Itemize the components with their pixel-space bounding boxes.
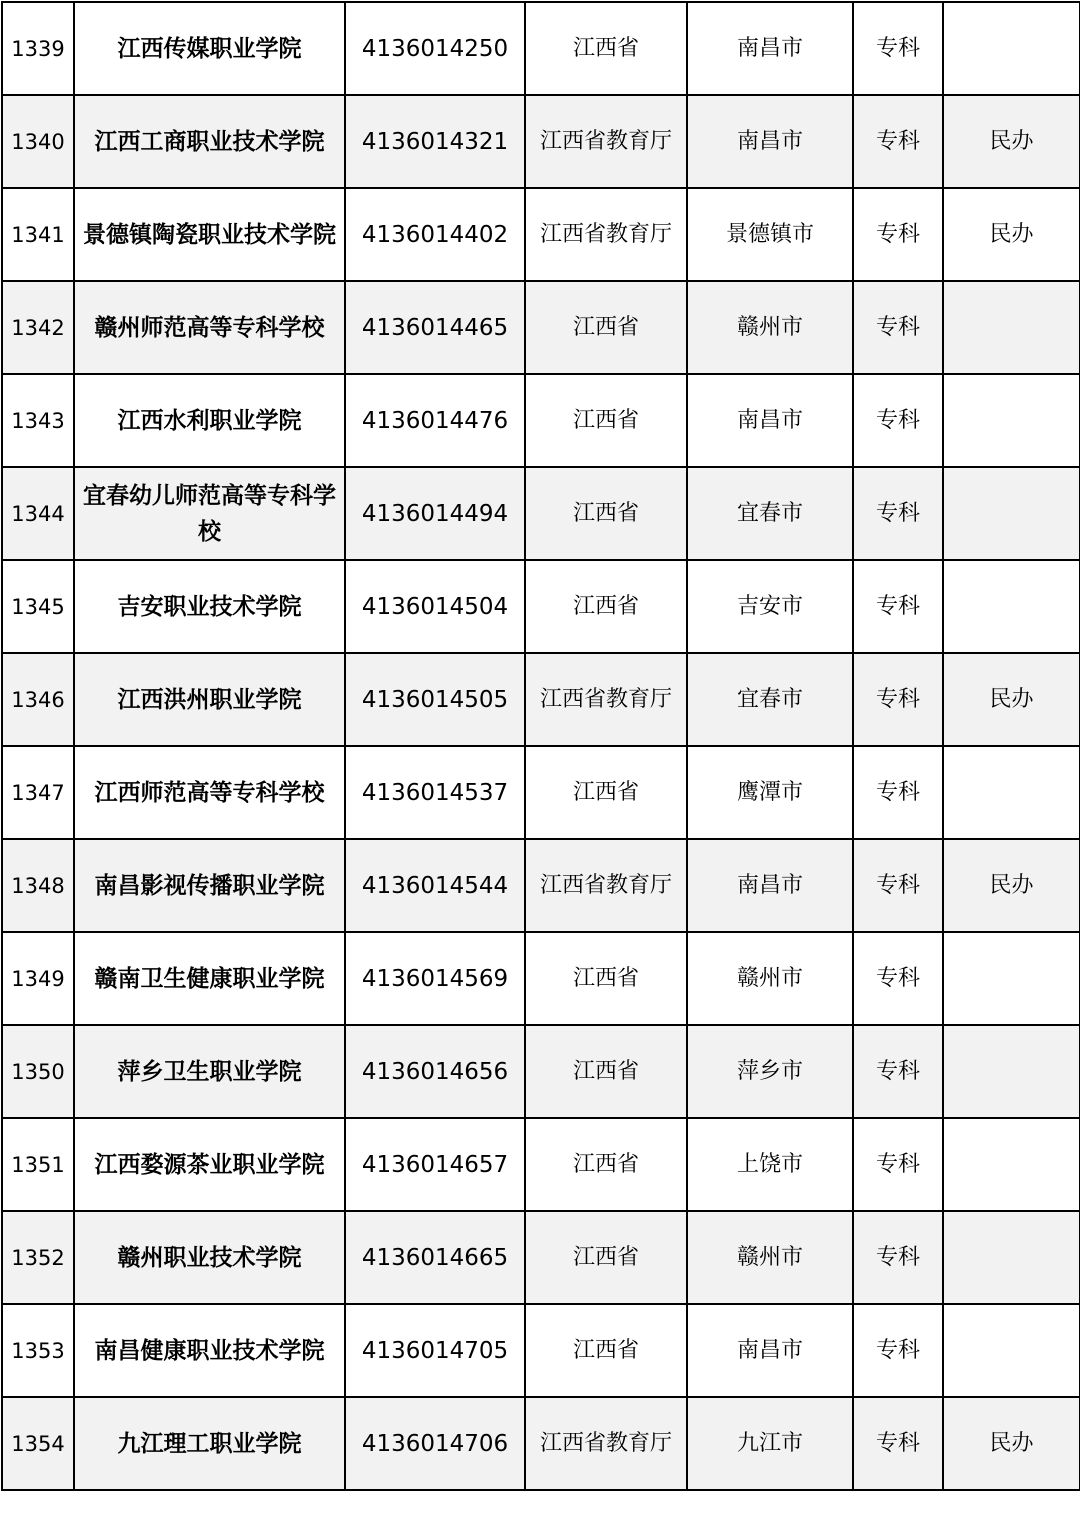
- education-level: 专科: [853, 188, 943, 281]
- city: 南昌市: [687, 95, 853, 188]
- table-row: [2, 374, 1080, 467]
- table-row: [2, 95, 1080, 188]
- ownership-note: [943, 1118, 1080, 1211]
- row-number: 1351: [2, 1118, 74, 1211]
- table-row: [2, 1397, 1080, 1490]
- ownership-note: 民办: [943, 653, 1080, 746]
- institution-code: 4136014569: [345, 932, 525, 1025]
- supervising-department: 江西省教育厅: [525, 839, 687, 932]
- table-row: [2, 188, 1080, 281]
- supervising-department: 江西省: [525, 281, 687, 374]
- ownership-note: [943, 467, 1080, 560]
- education-level: 专科: [853, 932, 943, 1025]
- institution-code: 4136014505: [345, 653, 525, 746]
- education-level: 专科: [853, 746, 943, 839]
- supervising-department: 江西省: [525, 1211, 687, 1304]
- city: 宜春市: [687, 467, 853, 560]
- institution-code: 4136014537: [345, 746, 525, 839]
- table-row: [2, 560, 1080, 653]
- city: 赣州市: [687, 281, 853, 374]
- institution-name: 赣南卫生健康职业学院: [74, 932, 345, 1025]
- row-number: 1348: [2, 839, 74, 932]
- institution-name: 吉安职业技术学院: [74, 560, 345, 653]
- city: 南昌市: [687, 374, 853, 467]
- row-number: 1350: [2, 1025, 74, 1118]
- ownership-note: 民办: [943, 188, 1080, 281]
- city: 宜春市: [687, 653, 853, 746]
- city: 吉安市: [687, 560, 853, 653]
- ownership-note: 民办: [943, 1397, 1080, 1490]
- table-row: [2, 281, 1080, 374]
- supervising-department: 江西省: [525, 932, 687, 1025]
- row-number: 1342: [2, 281, 74, 374]
- institution-code: 4136014476: [345, 374, 525, 467]
- institution-code: 4136014706: [345, 1397, 525, 1490]
- ownership-note: [943, 560, 1080, 653]
- institution-code: 4136014504: [345, 560, 525, 653]
- table-row: [2, 839, 1080, 932]
- institution-name: 江西传媒职业学院: [74, 2, 345, 95]
- institution-name: 江西师范高等专科学校: [74, 746, 345, 839]
- row-number: 1349: [2, 932, 74, 1025]
- row-number: 1344: [2, 467, 74, 560]
- institution-name: 江西工商职业技术学院: [74, 95, 345, 188]
- education-level: 专科: [853, 467, 943, 560]
- table-row: [2, 1211, 1080, 1304]
- ownership-note: [943, 2, 1080, 95]
- institution-code: 4136014705: [345, 1304, 525, 1397]
- city: 南昌市: [687, 2, 853, 95]
- institution-code: 4136014656: [345, 1025, 525, 1118]
- education-level: 专科: [853, 374, 943, 467]
- city: 景德镇市: [687, 188, 853, 281]
- row-number: 1345: [2, 560, 74, 653]
- supervising-department: 江西省: [525, 374, 687, 467]
- institution-name: 江西婺源茶业职业学院: [74, 1118, 345, 1211]
- education-level: 专科: [853, 2, 943, 95]
- table-row: [2, 1118, 1080, 1211]
- institution-name: 江西水利职业学院: [74, 374, 345, 467]
- institution-code: 4136014494: [345, 467, 525, 560]
- row-number: 1347: [2, 746, 74, 839]
- education-level: 专科: [853, 1118, 943, 1211]
- institution-code: 4136014321: [345, 95, 525, 188]
- supervising-department: 江西省: [525, 560, 687, 653]
- institution-name: 江西洪州职业学院: [74, 653, 345, 746]
- institution-name: 萍乡卫生职业学院: [74, 1025, 345, 1118]
- institution-code: 4136014465: [345, 281, 525, 374]
- institutions-table: [1, 1, 1080, 1491]
- supervising-department: 江西省: [525, 746, 687, 839]
- institution-code: 4136014657: [345, 1118, 525, 1211]
- supervising-department: 江西省教育厅: [525, 1397, 687, 1490]
- education-level: 专科: [853, 839, 943, 932]
- ownership-note: [943, 374, 1080, 467]
- table-row: [2, 467, 1080, 560]
- city: 赣州市: [687, 1211, 853, 1304]
- education-level: 专科: [853, 1211, 943, 1304]
- table-row: [2, 1025, 1080, 1118]
- institution-name: 南昌影视传播职业学院: [74, 839, 345, 932]
- row-number: 1341: [2, 188, 74, 281]
- institution-code: 4136014665: [345, 1211, 525, 1304]
- ownership-note: [943, 746, 1080, 839]
- supervising-department: 江西省教育厅: [525, 188, 687, 281]
- supervising-department: 江西省: [525, 2, 687, 95]
- table-row: [2, 746, 1080, 839]
- institution-name: 赣州师范高等专科学校: [74, 281, 345, 374]
- table-row: [2, 932, 1080, 1025]
- ownership-note: [943, 281, 1080, 374]
- institution-code: 4136014544: [345, 839, 525, 932]
- supervising-department: 江西省: [525, 1118, 687, 1211]
- institution-name: 宜春幼儿师范高等专科学校: [74, 467, 345, 560]
- city: 萍乡市: [687, 1025, 853, 1118]
- education-level: 专科: [853, 1397, 943, 1490]
- education-level: 专科: [853, 281, 943, 374]
- city: 南昌市: [687, 1304, 853, 1397]
- row-number: 1339: [2, 2, 74, 95]
- row-number: 1352: [2, 1211, 74, 1304]
- education-level: 专科: [853, 1025, 943, 1118]
- row-number: 1353: [2, 1304, 74, 1397]
- city: 鹰潭市: [687, 746, 853, 839]
- ownership-note: [943, 1025, 1080, 1118]
- education-level: 专科: [853, 653, 943, 746]
- supervising-department: 江西省: [525, 1025, 687, 1118]
- ownership-note: [943, 1211, 1080, 1304]
- education-level: 专科: [853, 1304, 943, 1397]
- ownership-note: [943, 1304, 1080, 1397]
- city: 赣州市: [687, 932, 853, 1025]
- table-row: [2, 653, 1080, 746]
- institution-name: 赣州职业技术学院: [74, 1211, 345, 1304]
- supervising-department: 江西省: [525, 1304, 687, 1397]
- ownership-note: [943, 932, 1080, 1025]
- city: 上饶市: [687, 1118, 853, 1211]
- institution-name: 九江理工职业学院: [74, 1397, 345, 1490]
- table-body: [2, 2, 1080, 1490]
- table-row: [2, 2, 1080, 95]
- row-number: 1340: [2, 95, 74, 188]
- education-level: 专科: [853, 560, 943, 653]
- institution-name: 景德镇陶瓷职业技术学院: [74, 188, 345, 281]
- institution-code: 4136014402: [345, 188, 525, 281]
- institution-name: 南昌健康职业技术学院: [74, 1304, 345, 1397]
- ownership-note: 民办: [943, 839, 1080, 932]
- city: 九江市: [687, 1397, 853, 1490]
- table-row: [2, 1304, 1080, 1397]
- ownership-note: 民办: [943, 95, 1080, 188]
- institution-code: 4136014250: [345, 2, 525, 95]
- row-number: 1343: [2, 374, 74, 467]
- supervising-department: 江西省: [525, 467, 687, 560]
- city: 南昌市: [687, 839, 853, 932]
- row-number: 1354: [2, 1397, 74, 1490]
- supervising-department: 江西省教育厅: [525, 95, 687, 188]
- supervising-department: 江西省教育厅: [525, 653, 687, 746]
- row-number: 1346: [2, 653, 74, 746]
- education-level: 专科: [853, 95, 943, 188]
